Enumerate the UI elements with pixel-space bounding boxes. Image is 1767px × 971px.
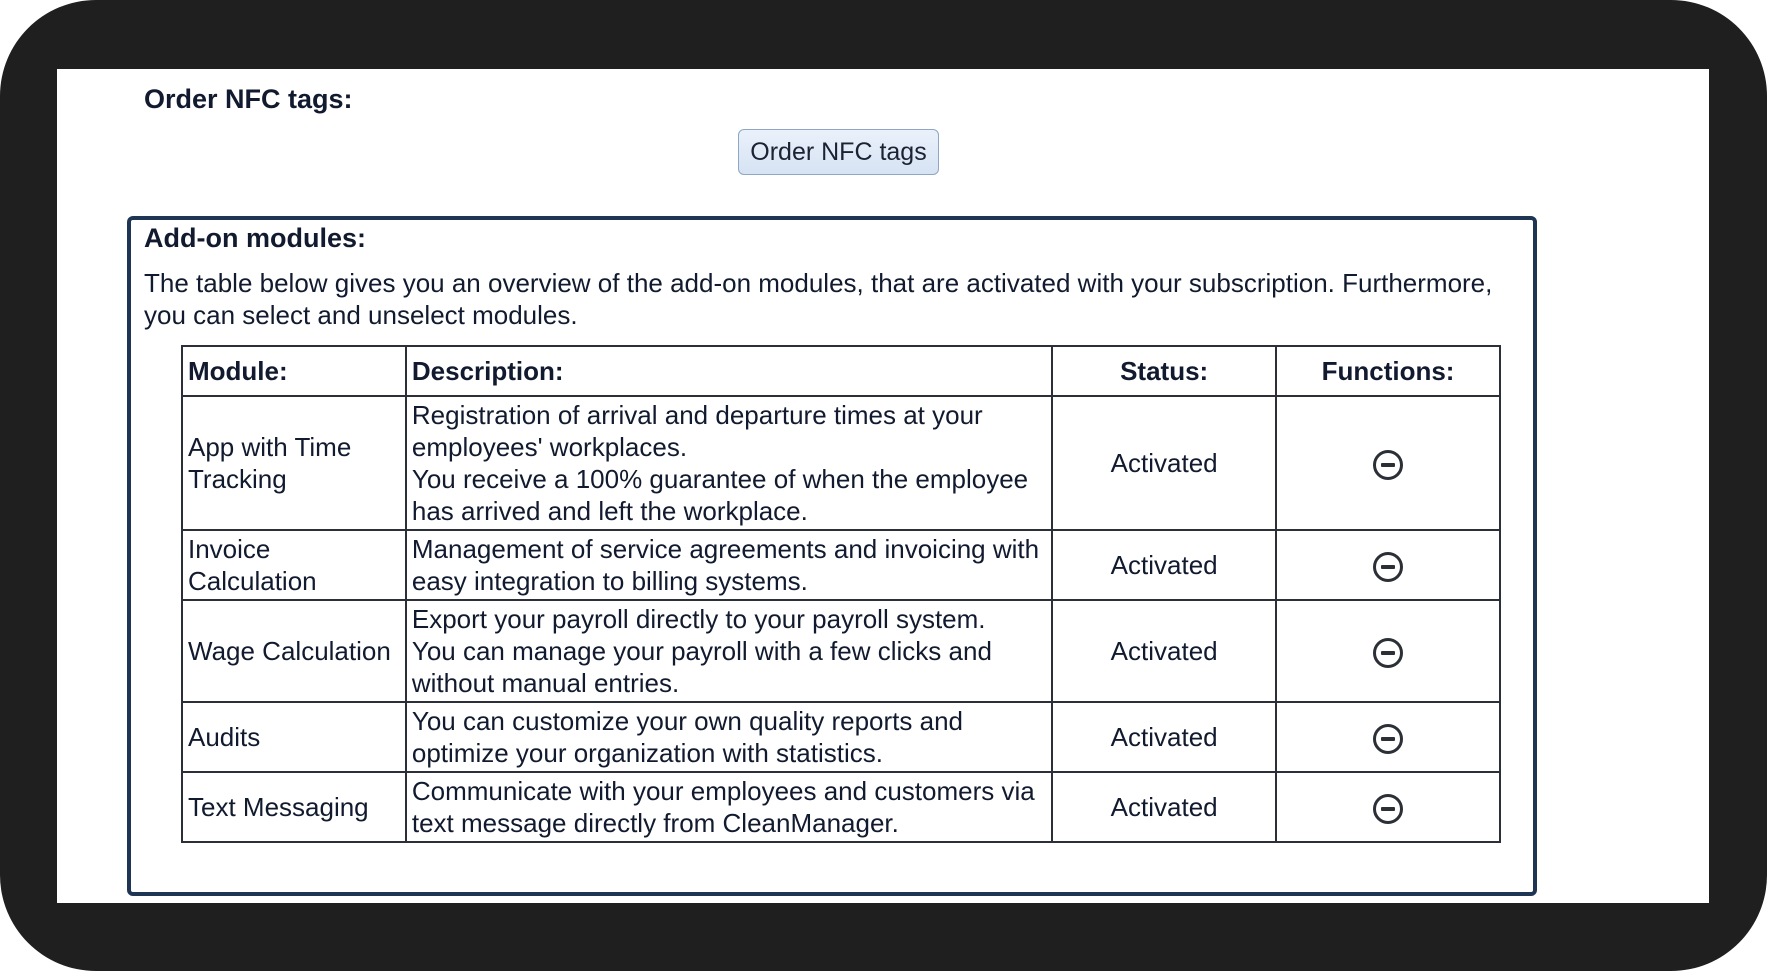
description-line: employees' workplaces. [411,432,688,462]
module-name-cell [182,396,406,530]
table-header-row [182,346,1500,396]
module-functions-cell [1276,772,1500,842]
module-functions-cell [1276,396,1500,530]
description-line: You receive a 100% guarantee of when the employee [411,464,1029,494]
deactivate-module-icon[interactable] [1373,724,1403,754]
description-line: text message directly from CleanManager. [411,808,899,838]
screen [57,69,1709,903]
description-line: You can manage your payroll with a few clicks and [411,636,992,666]
description-line: You can customize your own quality reports and [411,706,964,736]
module-status: Activated [1052,600,1276,702]
description-line: easy integration to billing systems. [411,566,808,596]
module-name-line: Calculation [188,566,317,596]
module-name-cell [182,702,406,772]
module-name-line: Wage Calculation [188,636,391,666]
deactivate-module-icon[interactable] [1373,552,1403,582]
module-name-cell [182,772,406,842]
module-name-line: Invoice [188,534,271,564]
description-line: Communicate with your employees and customers via [411,776,1035,806]
deactivate-module-icon[interactable] [1373,794,1403,824]
column-header-status: Status: [1052,346,1276,396]
column-header-module: Module: [182,346,406,396]
module-description-cell [406,530,1052,600]
deactivate-module-icon[interactable] [1373,450,1403,480]
module-functions-cell [1276,600,1500,702]
module-status: Activated [1052,530,1276,600]
column-header-functions: Functions: [1276,346,1500,396]
module-status: Activated [1052,702,1276,772]
module-functions-cell [1276,702,1500,772]
table-row [182,396,1500,530]
module-name-line: App with Time [188,432,352,462]
module-name-line: Audits [188,722,261,752]
table-row [182,772,1500,842]
addon-modules-intro: The table below gives you an overview of the add-on modules, that are activated with your subscription. Furthermore, you can select and unselect modules. [144,268,1493,330]
order-nfc-tags-button[interactable]: Order NFC tags [738,129,939,175]
description-line: Export your payroll directly to your payroll system. [411,604,986,634]
description-line: optimize your organization with statistics. [411,738,883,768]
order-nfc-heading: Order NFC tags: [144,84,353,114]
module-description-cell [406,772,1052,842]
module-name-line: Tracking [188,464,287,494]
deactivate-module-icon[interactable] [1373,638,1403,668]
addon-modules-panel [127,216,1537,896]
table-row [182,530,1500,600]
module-description-cell [406,600,1052,702]
table-row [182,600,1500,702]
description-line: without manual entries. [411,668,680,698]
column-header-description: Description: [406,346,1052,396]
module-functions-cell [1276,530,1500,600]
description-line: has arrived and left the workplace. [411,496,808,526]
description-line: Management of service agreements and invoicing with [411,534,1040,564]
addon-modules-table [181,345,1501,843]
module-name-cell [182,600,406,702]
description-line: Registration of arrival and departure times at your [411,400,983,430]
module-description-cell [406,396,1052,530]
addon-modules-title: Add-on modules: [144,223,366,253]
table-row [182,702,1500,772]
module-status: Activated [1052,772,1276,842]
module-status: Activated [1052,396,1276,530]
module-name-line: Text Messaging [188,792,369,822]
module-name-cell [182,530,406,600]
module-description-cell [406,702,1052,772]
